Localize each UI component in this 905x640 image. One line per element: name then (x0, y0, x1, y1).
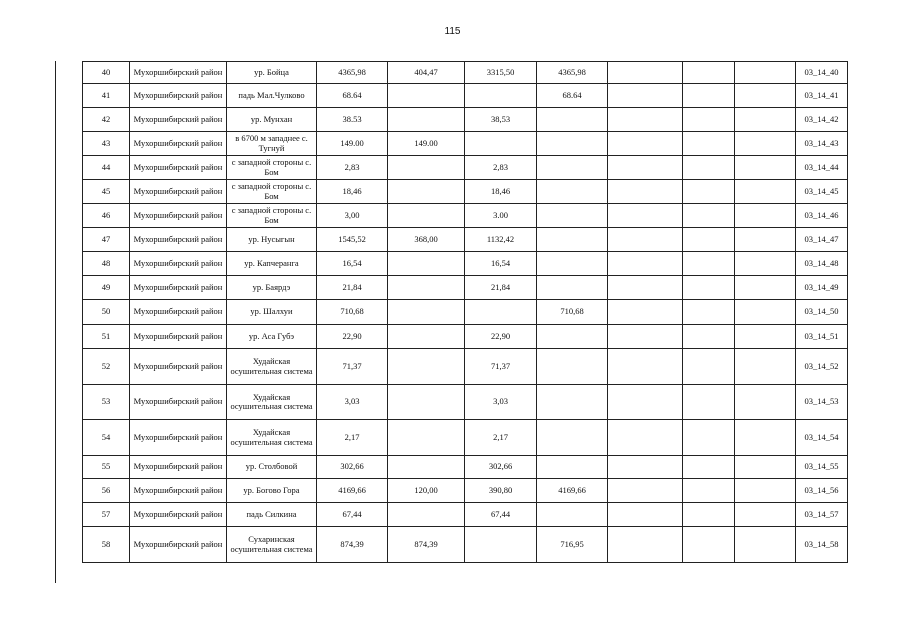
area-col4-cell: 716,95 (537, 527, 608, 563)
area-col4-cell (537, 204, 608, 228)
empty-col5-cell (608, 252, 683, 276)
object-code-cell: 03_14_52 (796, 349, 848, 385)
empty-col6-cell (683, 252, 735, 276)
district-cell: Мухоршибирский район (130, 84, 227, 108)
empty-col5-cell (608, 84, 683, 108)
area-col4-cell: 710,68 (537, 300, 608, 325)
row-number: 48 (83, 252, 130, 276)
district-cell: Мухоршибирский район (130, 276, 227, 300)
empty-col7-cell (735, 276, 796, 300)
table-row (83, 349, 848, 385)
empty-col5-cell (608, 132, 683, 156)
object-code-cell: 03_14_46 (796, 204, 848, 228)
empty-col5-cell (608, 62, 683, 84)
empty-col5-cell (608, 349, 683, 385)
empty-col5-cell (608, 503, 683, 527)
object-code-cell: 03_14_53 (796, 385, 848, 420)
empty-col5-cell (608, 527, 683, 563)
row-number: 54 (83, 420, 130, 456)
row-number: 50 (83, 300, 130, 325)
empty-col6-cell (683, 527, 735, 563)
table-row (83, 420, 848, 456)
area-total-cell: 3,03 (317, 385, 388, 420)
area-total-cell: 68.64 (317, 84, 388, 108)
location-cell: с западной стороны с. Бом (227, 156, 317, 180)
district-cell: Мухоршибирский район (130, 132, 227, 156)
location-cell: ур. Столбовой (227, 456, 317, 479)
table-row (83, 276, 848, 300)
table-row (83, 385, 848, 420)
area-col2-cell (388, 84, 465, 108)
row-number: 56 (83, 479, 130, 503)
area-col2-cell (388, 156, 465, 180)
empty-col6-cell (683, 84, 735, 108)
area-col4-cell (537, 349, 608, 385)
location-cell: ур. Баярдэ (227, 276, 317, 300)
district-cell: Мухоршибирский район (130, 456, 227, 479)
empty-col6-cell (683, 132, 735, 156)
empty-col6-cell (683, 456, 735, 479)
area-col4-cell (537, 420, 608, 456)
area-total-cell: 874,39 (317, 527, 388, 563)
district-cell: Мухоршибирский район (130, 325, 227, 349)
area-col3-cell: 3,03 (465, 385, 537, 420)
district-cell: Мухоршибирский район (130, 62, 227, 84)
table-row (83, 503, 848, 527)
table-row (83, 108, 848, 132)
area-total-cell: 1545,52 (317, 228, 388, 252)
area-col2-cell: 404,47 (388, 62, 465, 84)
area-col4-cell (537, 456, 608, 479)
district-cell: Мухоршибирский район (130, 527, 227, 563)
area-total-cell: 22,90 (317, 325, 388, 349)
empty-col7-cell (735, 503, 796, 527)
table-row (83, 252, 848, 276)
empty-col7-cell (735, 228, 796, 252)
district-cell: Мухоршибирский район (130, 204, 227, 228)
area-col2-cell (388, 180, 465, 204)
district-cell: Мухоршибирский район (130, 349, 227, 385)
empty-col7-cell (735, 108, 796, 132)
district-cell: Мухоршибирский район (130, 228, 227, 252)
empty-col7-cell (735, 180, 796, 204)
object-code-cell: 03_14_54 (796, 420, 848, 456)
object-code-cell: 03_14_45 (796, 180, 848, 204)
area-col3-cell (465, 300, 537, 325)
empty-col7-cell (735, 420, 796, 456)
row-number: 41 (83, 84, 130, 108)
location-cell: Сухаринская осушительная система (227, 527, 317, 563)
binding-margin-line (55, 61, 56, 583)
area-col3-cell: 1132,42 (465, 228, 537, 252)
area-total-cell: 21,84 (317, 276, 388, 300)
empty-col7-cell (735, 325, 796, 349)
area-col3-cell: 21,84 (465, 276, 537, 300)
area-col3-cell: 18,46 (465, 180, 537, 204)
table-row (83, 479, 848, 503)
area-total-cell: 710,68 (317, 300, 388, 325)
area-col2-cell (388, 276, 465, 300)
area-col2-cell: 149.00 (388, 132, 465, 156)
table-row (83, 132, 848, 156)
area-col2-cell (388, 204, 465, 228)
object-code-cell: 03_14_41 (796, 84, 848, 108)
district-cell: Мухоршибирский район (130, 385, 227, 420)
row-number: 45 (83, 180, 130, 204)
empty-col5-cell (608, 108, 683, 132)
table-row (83, 84, 848, 108)
row-number: 40 (83, 62, 130, 84)
empty-col7-cell (735, 349, 796, 385)
area-col3-cell: 71,37 (465, 349, 537, 385)
area-col2-cell (388, 420, 465, 456)
area-col4-cell (537, 228, 608, 252)
object-code-cell: 03_14_51 (796, 325, 848, 349)
area-col4-cell (537, 180, 608, 204)
object-code-cell: 03_14_47 (796, 228, 848, 252)
object-code-cell: 03_14_58 (796, 527, 848, 563)
empty-col6-cell (683, 180, 735, 204)
area-col4-cell (537, 252, 608, 276)
location-cell: в 6700 м западнее с. Тугнуй (227, 132, 317, 156)
district-cell: Мухоршибирский район (130, 180, 227, 204)
object-code-cell: 03_14_57 (796, 503, 848, 527)
empty-col5-cell (608, 204, 683, 228)
area-col3-cell: 3315,50 (465, 62, 537, 84)
area-col3-cell: 2,17 (465, 420, 537, 456)
location-cell: падь Мал.Чулково (227, 84, 317, 108)
area-col2-cell: 120,00 (388, 479, 465, 503)
empty-col6-cell (683, 385, 735, 420)
row-number: 42 (83, 108, 130, 132)
location-cell: ур. Аса Губэ (227, 325, 317, 349)
area-col4-cell: 4169,66 (537, 479, 608, 503)
area-col3-cell: 22,90 (465, 325, 537, 349)
area-total-cell: 4169,66 (317, 479, 388, 503)
area-total-cell: 38.53 (317, 108, 388, 132)
area-col3-cell: 38,53 (465, 108, 537, 132)
row-number: 44 (83, 156, 130, 180)
empty-col6-cell (683, 108, 735, 132)
district-cell: Мухоршибирский район (130, 108, 227, 132)
location-cell: с западной стороны с. Бом (227, 204, 317, 228)
empty-col7-cell (735, 300, 796, 325)
table-row (83, 62, 848, 84)
area-total-cell: 18,46 (317, 180, 388, 204)
district-cell: Мухоршибирский район (130, 503, 227, 527)
empty-col5-cell (608, 385, 683, 420)
empty-col5-cell (608, 420, 683, 456)
area-col4-cell (537, 108, 608, 132)
empty-col5-cell (608, 456, 683, 479)
row-number: 53 (83, 385, 130, 420)
area-col2-cell (388, 385, 465, 420)
empty-col7-cell (735, 62, 796, 84)
empty-col6-cell (683, 228, 735, 252)
empty-col7-cell (735, 156, 796, 180)
table-row (83, 300, 848, 325)
area-col3-cell: 302,66 (465, 456, 537, 479)
row-number: 43 (83, 132, 130, 156)
object-code-cell: 03_14_40 (796, 62, 848, 84)
empty-col7-cell (735, 456, 796, 479)
row-number: 51 (83, 325, 130, 349)
table-body (83, 62, 848, 563)
area-total-cell: 67,44 (317, 503, 388, 527)
object-code-cell: 03_14_48 (796, 252, 848, 276)
area-col2-cell (388, 349, 465, 385)
area-col4-cell (537, 503, 608, 527)
empty-col6-cell (683, 276, 735, 300)
district-cell: Мухоршибирский район (130, 300, 227, 325)
empty-col5-cell (608, 228, 683, 252)
empty-col5-cell (608, 276, 683, 300)
area-col3-cell: 2,83 (465, 156, 537, 180)
area-col3-cell (465, 132, 537, 156)
empty-col7-cell (735, 84, 796, 108)
area-total-cell: 149.00 (317, 132, 388, 156)
empty-col6-cell (683, 479, 735, 503)
area-col2-cell: 874,39 (388, 527, 465, 563)
object-code-cell: 03_14_43 (796, 132, 848, 156)
land-register-table (82, 61, 848, 563)
district-cell: Мухоршибирский район (130, 420, 227, 456)
area-col4-cell: 4365,98 (537, 62, 608, 84)
row-number: 49 (83, 276, 130, 300)
object-code-cell: 03_14_55 (796, 456, 848, 479)
empty-col5-cell (608, 156, 683, 180)
area-col4-cell (537, 276, 608, 300)
empty-col6-cell (683, 325, 735, 349)
district-cell: Мухоршибирский район (130, 479, 227, 503)
area-col4-cell (537, 385, 608, 420)
location-cell: Худайская осушительная система (227, 420, 317, 456)
table-row (83, 156, 848, 180)
object-code-cell: 03_14_50 (796, 300, 848, 325)
area-total-cell: 2,17 (317, 420, 388, 456)
area-total-cell: 3,00 (317, 204, 388, 228)
area-total-cell: 4365,98 (317, 62, 388, 84)
object-code-cell: 03_14_42 (796, 108, 848, 132)
area-col2-cell (388, 325, 465, 349)
area-col2-cell: 368,00 (388, 228, 465, 252)
location-cell: с западной стороны с. Бом (227, 180, 317, 204)
empty-col6-cell (683, 62, 735, 84)
location-cell: ур. Богово Гора (227, 479, 317, 503)
location-cell: ур. Капчеранга (227, 252, 317, 276)
location-cell: ур. Мунхан (227, 108, 317, 132)
area-col3-cell: 67,44 (465, 503, 537, 527)
empty-col5-cell (608, 479, 683, 503)
location-cell: Худайская осушительная система (227, 385, 317, 420)
object-code-cell: 03_14_56 (796, 479, 848, 503)
area-col2-cell (388, 108, 465, 132)
location-cell: ур. Нусыгын (227, 228, 317, 252)
empty-col6-cell (683, 300, 735, 325)
area-col2-cell (388, 300, 465, 325)
empty-col7-cell (735, 204, 796, 228)
empty-col7-cell (735, 132, 796, 156)
location-cell: ур. Бойца (227, 62, 317, 84)
location-cell: Худайская осушительная система (227, 349, 317, 385)
empty-col7-cell (735, 527, 796, 563)
area-total-cell: 71,37 (317, 349, 388, 385)
table-row (83, 456, 848, 479)
district-cell: Мухоршибирский район (130, 252, 227, 276)
area-col2-cell (388, 503, 465, 527)
table-row (83, 204, 848, 228)
row-number: 55 (83, 456, 130, 479)
area-total-cell: 2,83 (317, 156, 388, 180)
area-col3-cell (465, 527, 537, 563)
row-number: 58 (83, 527, 130, 563)
empty-col6-cell (683, 420, 735, 456)
row-number: 46 (83, 204, 130, 228)
area-col4-cell (537, 325, 608, 349)
object-code-cell: 03_14_44 (796, 156, 848, 180)
row-number: 57 (83, 503, 130, 527)
area-col4-cell: 68.64 (537, 84, 608, 108)
table-row (83, 228, 848, 252)
row-number: 47 (83, 228, 130, 252)
area-col4-cell (537, 132, 608, 156)
table-row (83, 325, 848, 349)
empty-col5-cell (608, 300, 683, 325)
area-col3-cell: 3.00 (465, 204, 537, 228)
empty-col6-cell (683, 349, 735, 385)
area-col3-cell (465, 84, 537, 108)
area-col2-cell (388, 252, 465, 276)
area-col2-cell (388, 456, 465, 479)
empty-col7-cell (735, 479, 796, 503)
area-total-cell: 16,54 (317, 252, 388, 276)
row-number: 52 (83, 349, 130, 385)
district-cell: Мухоршибирский район (130, 156, 227, 180)
location-cell: ур. Шалхуи (227, 300, 317, 325)
area-total-cell: 302,66 (317, 456, 388, 479)
area-col3-cell: 16,54 (465, 252, 537, 276)
page-number: 115 (444, 26, 461, 37)
table-row (83, 527, 848, 563)
empty-col7-cell (735, 252, 796, 276)
empty-col6-cell (683, 503, 735, 527)
object-code-cell: 03_14_49 (796, 276, 848, 300)
location-cell: падь Силкина (227, 503, 317, 527)
empty-col5-cell (608, 180, 683, 204)
table-row (83, 180, 848, 204)
area-col3-cell: 390,80 (465, 479, 537, 503)
area-col4-cell (537, 156, 608, 180)
empty-col7-cell (735, 385, 796, 420)
empty-col6-cell (683, 156, 735, 180)
empty-col5-cell (608, 325, 683, 349)
empty-col6-cell (683, 204, 735, 228)
